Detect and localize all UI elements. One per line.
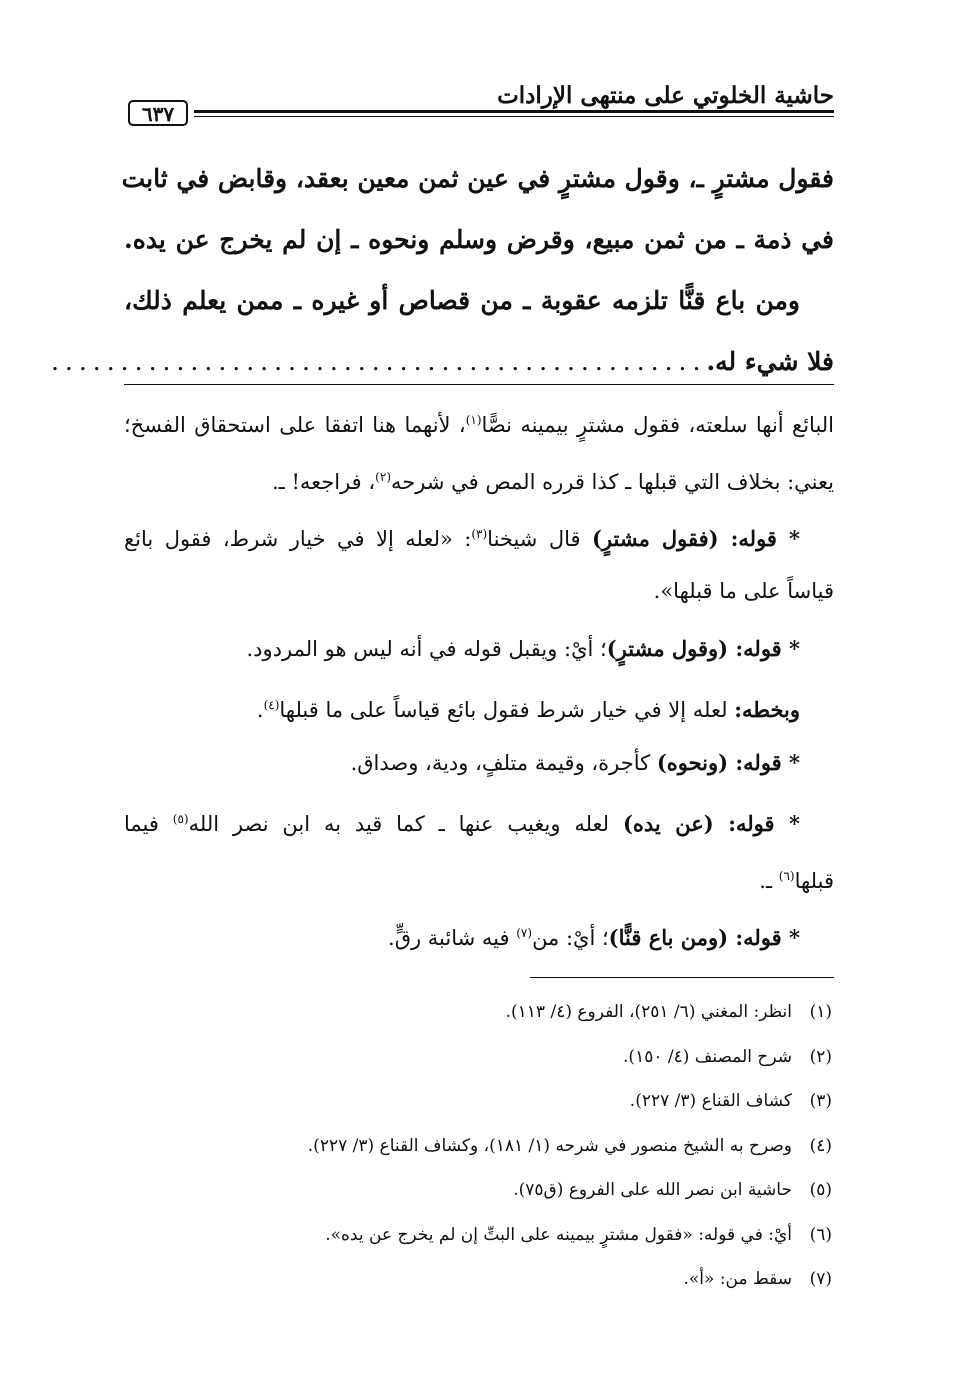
lemma-heading: وبخطه: xyxy=(734,697,800,722)
footnote-item xyxy=(124,1213,834,1258)
footnote-text: وصرح به الشيخ منصور في شرحه (١/ ١٨١)، وكشاف القناع (٣/ ٢٢٧). xyxy=(307,1135,792,1156)
commentary-text: فيه شائبة رقٍّ. xyxy=(388,926,517,950)
footnote-number: (٢) xyxy=(809,1046,832,1067)
commentary-text: ؛ أيْ: ويقبل قوله في أنه ليس هو المردود. xyxy=(246,637,607,661)
commentary-line xyxy=(124,563,834,620)
footnote-number: (٤) xyxy=(809,1135,832,1156)
commentary-line xyxy=(124,392,834,449)
commentary-text: البائع أنها سلعته، فقول مشترٍ بيمينه نصًّا xyxy=(481,413,835,437)
commentary-text: . xyxy=(256,698,264,722)
footnote-ref: (٣) xyxy=(471,527,488,541)
commentary-text: ـ. xyxy=(759,869,779,893)
commentary-text: يعني: بخلاف التي قبلها ـ كذا قرره المص في شرحه xyxy=(391,470,834,494)
commentary-line xyxy=(124,677,834,734)
commentary xyxy=(124,392,834,962)
footnote-ref: (٤) xyxy=(263,698,280,712)
main-text-line: ومن باع قنًّا تلزمه عقوبة ـ من قصاص أو غيره ـ ممن يعلم ذلك، xyxy=(124,286,800,315)
page-number: ٦٣٧ xyxy=(128,100,188,126)
footnote-item xyxy=(124,990,834,1035)
header-rule-thin xyxy=(194,116,834,117)
footnote-number: (٦) xyxy=(809,1224,832,1245)
main-text-line xyxy=(50,331,834,392)
footnote-text: شرح المصنف (٤/ ١٥٠). xyxy=(623,1046,792,1067)
footnote-text: حاشية ابن نصر الله على الفروع (ق٧٥). xyxy=(513,1180,792,1200)
commentary-text: ؛ أيْ: من xyxy=(532,926,609,950)
commentary-line xyxy=(124,734,834,791)
main-text-final: فلا شيء له. xyxy=(706,347,834,376)
dot-leader: ............................................... xyxy=(50,347,707,376)
commentary-text: ، لأنهما هنا اتفقا على استحقاق الفسخ؛ xyxy=(124,413,466,437)
lemma-heading: * قوله: (ونحوه) xyxy=(656,750,800,775)
commentary-text: : «لعله إلا في خيار شرط، فقول بائع xyxy=(124,527,472,551)
footnote-item xyxy=(124,1257,834,1302)
main-text-separator xyxy=(124,384,834,385)
footnote-text: انظر: المغني (٦/ ٢٥١)، الفروع (٤/ ١١٣). xyxy=(505,1002,792,1022)
main-text-line: في ذمة ـ من ثمن مبيع، وقرض وسلم ونحوه ـ إن لم يخرج عن يده. xyxy=(124,225,834,254)
commentary-text: كأجرة، وقيمة متلفٍ، ودية، وصداق. xyxy=(350,751,657,775)
main-text xyxy=(50,148,834,392)
commentary-line xyxy=(124,506,834,563)
footnote-item xyxy=(124,1079,834,1124)
footnote-item xyxy=(124,1124,834,1169)
commentary-text: لعله إلا في خيار شرط فقول بائع قياساً على ما قبلها xyxy=(279,698,735,722)
commentary-text: قال شيخنا xyxy=(487,527,592,551)
commentary-line xyxy=(124,848,834,905)
commentary-line xyxy=(124,620,834,677)
page-header xyxy=(128,78,834,128)
commentary-line xyxy=(124,791,834,848)
footnote-ref: (٦) xyxy=(778,869,795,883)
footnote-ref: (٧) xyxy=(516,926,533,940)
footnote-ref: (٢) xyxy=(375,470,391,484)
footnote-number: (٧) xyxy=(809,1269,832,1289)
commentary-text: ، فراجعه! ـ. xyxy=(271,470,376,494)
footnote-number: (١) xyxy=(809,1002,832,1022)
commentary-line xyxy=(124,905,834,962)
commentary-text: قياساً على ما قبلها». xyxy=(653,579,834,603)
lemma-heading: * قوله: (فقول مشترٍ) xyxy=(591,526,801,551)
commentary-text: لعله ويغيب عنها ـ كما قيد به ابن نصر الله xyxy=(188,812,623,836)
lemma-heading: * قوله: (وقول مشترٍ) xyxy=(606,636,800,661)
footnote-item xyxy=(124,1168,834,1213)
footnotes xyxy=(124,990,834,1302)
lemma-heading: * قوله: (عن يده) xyxy=(622,811,800,836)
lemma-heading: * قوله: (ومن باع قنًّا) xyxy=(608,925,800,950)
commentary-text: قبلها xyxy=(794,869,834,893)
footnote-ref: (١) xyxy=(465,413,482,427)
footnote-text: كشاف القناع (٣/ ٢٢٧). xyxy=(629,1091,792,1111)
footnote-number: (٣) xyxy=(809,1091,832,1111)
footnote-text: أيْ: في قوله: «فقول مشترٍ بيمينه على البتِّ إن لم يخرج عن يده». xyxy=(325,1224,792,1245)
footnote-text: سقط من: «أ». xyxy=(683,1269,792,1289)
commentary-line xyxy=(124,449,834,506)
footnote-item xyxy=(124,1035,834,1080)
running-title: حاشية الخلوتي على منتهى الإرادات xyxy=(497,82,834,109)
header-rule xyxy=(194,110,834,113)
main-text-line: فقول مشترٍ ـ، وقول مشترٍ في عين ثمن معين بعقد، وقابض في ثابت xyxy=(121,164,834,193)
footnote-ref: (٥) xyxy=(172,812,189,826)
footnote-separator xyxy=(530,977,834,978)
commentary-text: فيما xyxy=(124,812,173,836)
footnote-number: (٥) xyxy=(809,1180,832,1200)
